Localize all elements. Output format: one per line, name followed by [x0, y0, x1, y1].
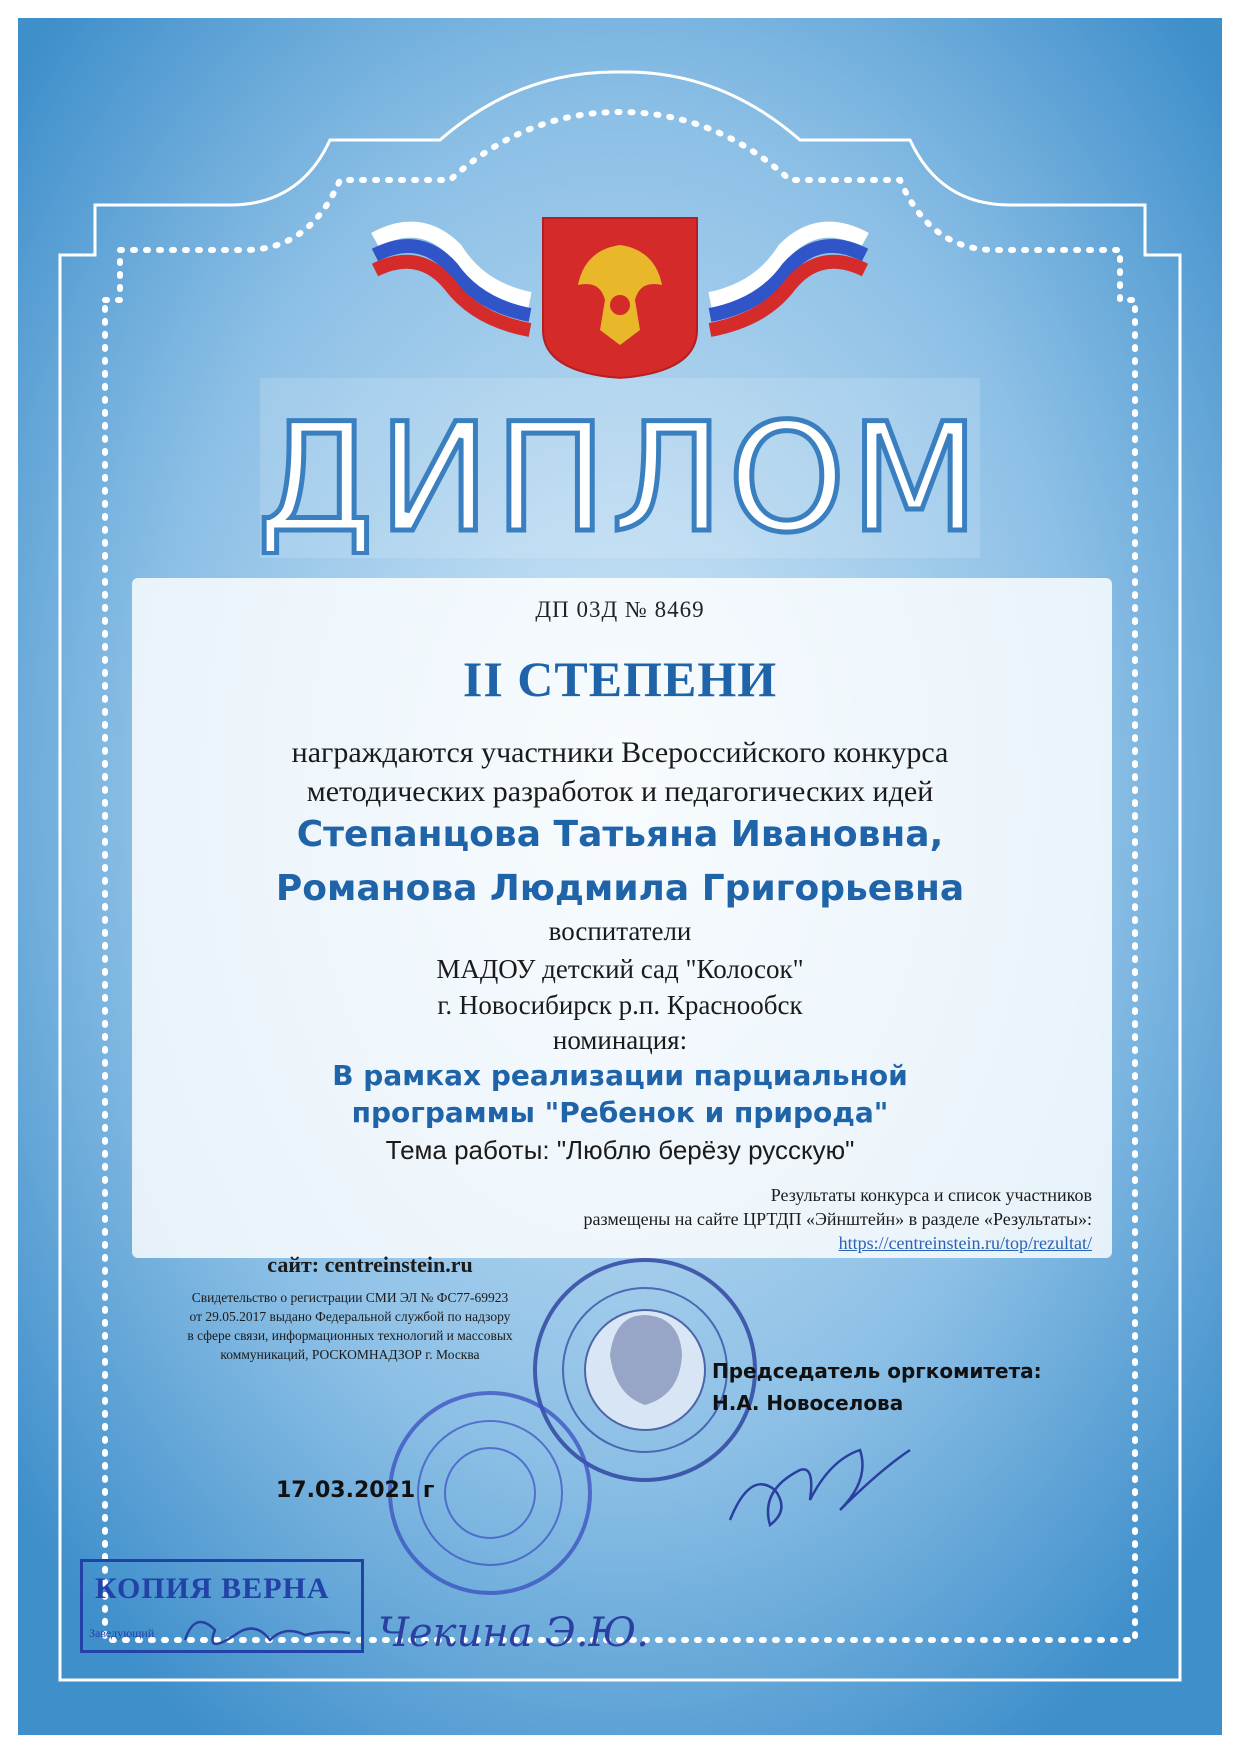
diploma-title-text: ДИПЛОМ	[256, 392, 984, 555]
results-info	[584, 1183, 1093, 1255]
site-label: сайт: centreinstein.ru	[267, 1252, 473, 1277]
award-line-1: награждаются участники Всероссийского конкурса	[291, 736, 949, 769]
chairman-role: Председатель оргкомитета:	[712, 1359, 1042, 1383]
nomination-label: номинация:	[552, 1025, 688, 1055]
registration-block	[150, 1252, 550, 1364]
degree-heading: II СТЕПЕНИ	[462, 651, 778, 707]
issue-date: 17.03.2021 г	[276, 1478, 435, 1503]
copy-signature	[175, 1605, 365, 1665]
nomination-line-1: В рамках реализации парциальной	[332, 1059, 908, 1092]
award-line-2: методических разработок и педагогических идей	[306, 775, 934, 808]
signature-block	[712, 1355, 1042, 1419]
work-theme: Тема работы: "Люблю берёзу русскую"	[385, 1135, 855, 1165]
diploma-title	[240, 385, 1000, 555]
position: воспитатели	[548, 916, 692, 946]
copy-handwritten-name: Чекина Э.Ю.	[378, 1610, 649, 1656]
diploma-number: ДП 03Д № 8469	[535, 597, 705, 622]
awardee-name-1: Степанцова Татьяна Ивановна,	[296, 814, 944, 855]
registration-line-3: в сфере связи, информационных технологий и массовых	[187, 1328, 513, 1343]
results-link[interactable]: https://centreinstein.ru/top/rezultat/	[838, 1233, 1092, 1253]
city: г. Новосибирск р.п. Краснообск	[437, 990, 803, 1020]
results-line-1: Результаты конкурса и список участников	[770, 1185, 1092, 1205]
chairman-name: Н.А. Новоселова	[712, 1391, 904, 1415]
copy-stamp-role: Заведующий	[89, 1626, 155, 1640]
results-line-2: размещены на сайте ЦРТДП «Эйнштейн» в разделе «Результаты»:	[583, 1209, 1092, 1229]
nomination-line-2: программы "Ребенок и природа"	[351, 1096, 889, 1129]
registration-line-2: от 29.05.2017 выдано Федеральной службой по надзору	[189, 1309, 511, 1324]
registration-line-1: Свидетельство о регистрации СМИ ЭЛ № ФС77-69923	[191, 1290, 509, 1305]
registration-line-4: коммуникаций, РОСКОМНАДЗОР г. Москва	[220, 1347, 480, 1362]
institution: МАДОУ детский сад "Колосок"	[436, 954, 804, 984]
copy-stamp-title: КОПИЯ ВЕРНА	[95, 1572, 330, 1605]
chairman-signature	[720, 1430, 920, 1540]
awardee-name-2: Романова Людмила Григорьевна	[275, 868, 965, 909]
